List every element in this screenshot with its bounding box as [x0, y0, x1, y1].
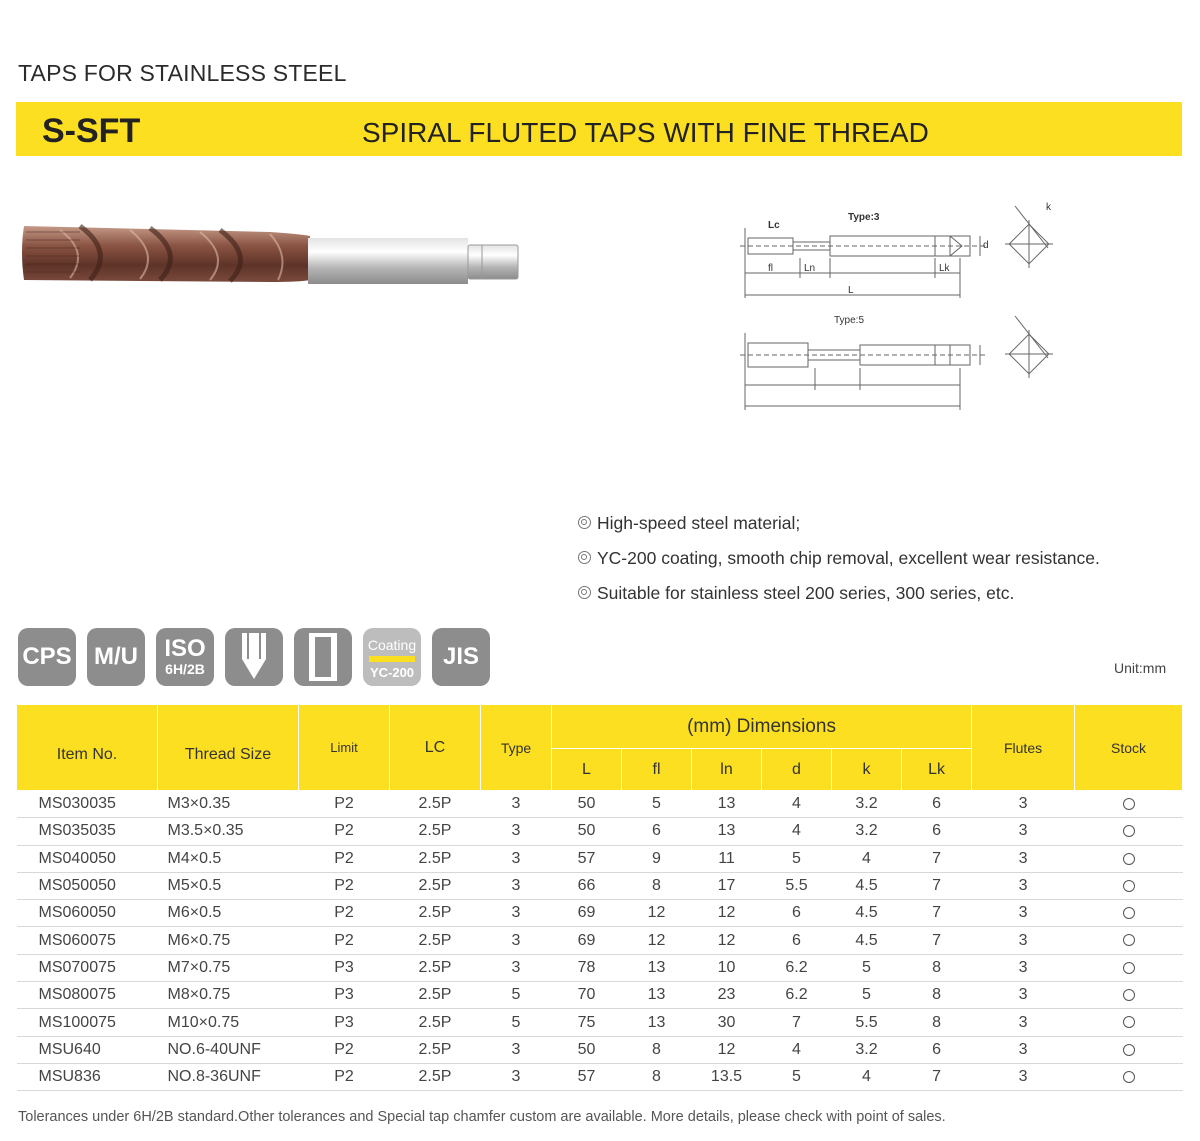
stock-cell: [1075, 900, 1183, 927]
table-cell: 12: [692, 927, 762, 954]
table-cell: MS035035: [17, 818, 158, 845]
table-row: [17, 791, 1183, 818]
table-cell: 69: [552, 927, 622, 954]
table-cell: 75: [552, 1009, 622, 1036]
table-cell: 13.5: [692, 1063, 762, 1090]
table-cell: 4: [762, 1036, 832, 1063]
table-cell: P3: [299, 954, 390, 981]
table-cell: 2.5P: [390, 791, 481, 818]
table-cell: 69: [552, 900, 622, 927]
table-cell: M4×0.5: [158, 845, 299, 872]
table-cell: 4: [762, 791, 832, 818]
table-cell: 5: [622, 791, 692, 818]
double-circle-icon: [578, 586, 591, 599]
table-row: [17, 927, 1183, 954]
table-cell: 4.5: [832, 927, 902, 954]
table-row: [17, 872, 1183, 899]
table-cell: 13: [622, 982, 692, 1009]
table-cell: 3: [481, 791, 552, 818]
circle-icon: [1123, 934, 1135, 946]
table-cell: 5: [832, 982, 902, 1009]
table-cell: 2.5P: [390, 1063, 481, 1090]
feature-item: High-speed steel material;: [578, 505, 1100, 540]
stock-cell: [1075, 982, 1183, 1009]
table-cell: 7: [902, 1063, 972, 1090]
spec-badges: [18, 628, 490, 686]
table-cell: 12: [692, 900, 762, 927]
table-row: [17, 1009, 1183, 1036]
table-cell: 2.5P: [390, 1036, 481, 1063]
table-cell: 30: [692, 1009, 762, 1036]
table-cell: MS070075: [17, 954, 158, 981]
table-cell: 6: [902, 818, 972, 845]
table-cell: 2.5P: [390, 845, 481, 872]
table-cell: 5: [762, 845, 832, 872]
table-cell: MS060050: [17, 900, 158, 927]
jis-badge: JIS: [432, 628, 490, 686]
table-cell: 13: [692, 818, 762, 845]
table-cell: 3: [972, 1036, 1075, 1063]
table-row: [17, 818, 1183, 845]
title-banner: [16, 102, 1182, 156]
table-cell: MS080075: [17, 982, 158, 1009]
table-cell: P2: [299, 818, 390, 845]
stock-cell: [1075, 791, 1183, 818]
product-subtitle: SPIRAL FLUTED TAPS WITH FINE THREAD: [362, 117, 929, 148]
spec-table: [16, 704, 1183, 1091]
table-cell: 4.5: [832, 900, 902, 927]
mu-badge: M/U: [87, 628, 145, 686]
table-cell: 50: [552, 818, 622, 845]
table-cell: M3×0.35: [158, 791, 299, 818]
stock-cell: [1075, 1063, 1183, 1090]
table-cell: 3: [972, 954, 1075, 981]
table-cell: 12: [692, 1036, 762, 1063]
table-cell: 6.2: [762, 954, 832, 981]
coating-badge: Coating YC-200: [363, 628, 421, 686]
table-cell: 12: [622, 927, 692, 954]
feature-item: Suitable for stainless steel 200 series, 300 series, etc.: [578, 575, 1100, 610]
table-cell: 3: [972, 1009, 1075, 1036]
table-cell: M6×0.75: [158, 927, 299, 954]
stock-cell: [1075, 954, 1183, 981]
table-cell: 3: [972, 791, 1075, 818]
table-cell: 5: [481, 982, 552, 1009]
table-cell: P2: [299, 872, 390, 899]
dim-label-fl: fl: [768, 263, 773, 274]
table-cell: 50: [552, 1036, 622, 1063]
circle-icon: [1123, 1044, 1135, 1056]
table-cell: 3: [481, 818, 552, 845]
col-type: Type: [481, 705, 552, 791]
double-circle-icon: [578, 551, 591, 564]
table-cell: 13: [692, 791, 762, 818]
table-cell: 8: [902, 982, 972, 1009]
table-cell: 3: [481, 927, 552, 954]
dim-label-k: k: [1046, 202, 1051, 213]
footnote: Tolerances under 6H/2B standard.Other tolerances and Special tap chamfer custom are available. More details, please check with point of sales.: [18, 1109, 946, 1125]
table-cell: 6: [622, 818, 692, 845]
table-cell: 2.5P: [390, 1009, 481, 1036]
table-cell: NO.8-36UNF: [158, 1063, 299, 1090]
table-cell: 50: [552, 791, 622, 818]
table-cell: 2.5P: [390, 954, 481, 981]
dim-label-lk: Lk: [939, 263, 950, 274]
stock-cell: [1075, 927, 1183, 954]
table-cell: M7×0.75: [158, 954, 299, 981]
table-row: [17, 900, 1183, 927]
circle-icon: [1123, 825, 1135, 837]
table-cell: M5×0.5: [158, 872, 299, 899]
table-cell: 4: [832, 845, 902, 872]
feature-item: YC-200 coating, smooth chip removal, excellent wear resistance.: [578, 540, 1100, 575]
table-cell: 23: [692, 982, 762, 1009]
model-code: S-SFT: [42, 112, 141, 150]
table-cell: M6×0.5: [158, 900, 299, 927]
table-cell: 57: [552, 1063, 622, 1090]
dim-label-l: L: [848, 285, 854, 296]
stock-cell: [1075, 1009, 1183, 1036]
col-flutes: Flutes: [972, 705, 1075, 791]
circle-icon: [1123, 880, 1135, 892]
table-cell: 2.5P: [390, 982, 481, 1009]
table-cell: 3: [481, 900, 552, 927]
table-cell: 8: [622, 1063, 692, 1090]
stock-cell: [1075, 845, 1183, 872]
table-cell: 4: [832, 1063, 902, 1090]
col-dim-d: d: [762, 749, 832, 791]
table-cell: MS050050: [17, 872, 158, 899]
table-cell: 3.2: [832, 818, 902, 845]
table-cell: 3.2: [832, 791, 902, 818]
circle-icon: [1123, 907, 1135, 919]
table-cell: 3: [972, 927, 1075, 954]
dim-label-ln: Ln: [804, 263, 816, 274]
col-stock: Stock: [1075, 705, 1183, 791]
table-cell: 6: [762, 900, 832, 927]
table-cell: P3: [299, 982, 390, 1009]
table-cell: MSU640: [17, 1036, 158, 1063]
table-cell: 5.5: [832, 1009, 902, 1036]
table-cell: P2: [299, 791, 390, 818]
table-cell: P2: [299, 845, 390, 872]
table-cell: 2.5P: [390, 872, 481, 899]
table-cell: 3: [972, 1063, 1075, 1090]
dim-label-lc: Lc: [768, 220, 780, 231]
table-cell: MS100075: [17, 1009, 158, 1036]
type5-label: Type:5: [834, 315, 865, 326]
table-cell: 7: [902, 900, 972, 927]
table-cell: 3: [972, 818, 1075, 845]
table-cell: M3.5×0.35: [158, 818, 299, 845]
table-cell: NO.6-40UNF: [158, 1036, 299, 1063]
table-cell: 10: [692, 954, 762, 981]
dimension-drawing: [730, 198, 1070, 418]
table-cell: 9: [622, 845, 692, 872]
table-cell: 6: [902, 1036, 972, 1063]
col-dim-fl: fl: [622, 749, 692, 791]
table-cell: M10×0.75: [158, 1009, 299, 1036]
table-cell: 3: [481, 954, 552, 981]
table-cell: 78: [552, 954, 622, 981]
circle-icon: [1123, 989, 1135, 1001]
table-row: [17, 954, 1183, 981]
table-cell: 3.2: [832, 1036, 902, 1063]
table-cell: 3: [972, 872, 1075, 899]
table-cell: 3: [481, 845, 552, 872]
table-cell: P3: [299, 1009, 390, 1036]
table-cell: 7: [902, 845, 972, 872]
table-cell: 7: [902, 927, 972, 954]
stock-cell: [1075, 1036, 1183, 1063]
table-cell: 13: [622, 1009, 692, 1036]
col-dim-lk: Lk: [902, 749, 972, 791]
table-cell: 8: [902, 954, 972, 981]
table-cell: 5: [481, 1009, 552, 1036]
table-cell: 7: [902, 872, 972, 899]
col-item-no: Item No.: [17, 705, 158, 791]
table-row: [17, 1063, 1183, 1090]
chamfer-tap-icon: [225, 628, 283, 686]
table-cell: 3: [481, 1063, 552, 1090]
table-cell: 6.2: [762, 982, 832, 1009]
table-cell: MS040050: [17, 845, 158, 872]
table-cell: 6: [902, 791, 972, 818]
type3-label: Type:3: [848, 212, 880, 223]
table-cell: 17: [692, 872, 762, 899]
cps-badge: CPS: [18, 628, 76, 686]
section-title: TAPS FOR STAINLESS STEEL: [18, 60, 347, 86]
circle-icon: [1123, 1071, 1135, 1083]
table-cell: MSU836: [17, 1063, 158, 1090]
unit-label: Unit:mm: [1114, 660, 1167, 676]
table-cell: 7: [762, 1009, 832, 1036]
table-cell: 11: [692, 845, 762, 872]
table-cell: 57: [552, 845, 622, 872]
col-limit: Limit: [299, 705, 390, 791]
table-cell: MS030035: [17, 791, 158, 818]
table-cell: M8×0.75: [158, 982, 299, 1009]
table-cell: 3: [972, 845, 1075, 872]
table-cell: 3: [972, 900, 1075, 927]
dim-label-d: d: [983, 240, 989, 251]
table-cell: P2: [299, 927, 390, 954]
table-cell: 3: [481, 1036, 552, 1063]
iso-badge: ISO 6H/2B: [156, 628, 214, 686]
table-cell: 4.5: [832, 872, 902, 899]
feature-list: [578, 505, 1100, 610]
table-cell: 6: [762, 927, 832, 954]
table-cell: MS060075: [17, 927, 158, 954]
col-dim-l: L: [552, 749, 622, 791]
table-row: [17, 982, 1183, 1009]
circle-icon: [1123, 853, 1135, 865]
table-cell: 5.5: [762, 872, 832, 899]
table-cell: 2.5P: [390, 900, 481, 927]
table-cell: 3: [972, 982, 1075, 1009]
table-cell: 8: [902, 1009, 972, 1036]
double-circle-icon: [578, 516, 591, 529]
table-cell: P2: [299, 1036, 390, 1063]
circle-icon: [1123, 798, 1135, 810]
col-dim-k: k: [832, 749, 902, 791]
table-row: [17, 1036, 1183, 1063]
table-cell: P2: [299, 900, 390, 927]
circle-icon: [1123, 1016, 1135, 1028]
table-cell: 13: [622, 954, 692, 981]
table-cell: 66: [552, 872, 622, 899]
table-cell: 70: [552, 982, 622, 1009]
col-thread-size: Thread Size: [158, 705, 299, 791]
table-cell: P2: [299, 1063, 390, 1090]
circle-icon: [1123, 962, 1135, 974]
table-cell: 12: [622, 900, 692, 927]
tap-product-image: [20, 212, 530, 292]
table-cell: 5: [832, 954, 902, 981]
table-cell: 5: [762, 1063, 832, 1090]
through-hole-icon: [294, 628, 352, 686]
col-dimensions: (mm) Dimensions: [552, 705, 972, 749]
table-cell: 4: [762, 818, 832, 845]
col-dim-ln: ln: [692, 749, 762, 791]
table-cell: 2.5P: [390, 818, 481, 845]
table-cell: 2.5P: [390, 927, 481, 954]
table-cell: 3: [481, 872, 552, 899]
col-lc: LC: [390, 705, 481, 791]
stock-cell: [1075, 818, 1183, 845]
table-cell: 8: [622, 1036, 692, 1063]
table-row: [17, 845, 1183, 872]
table-cell: 8: [622, 872, 692, 899]
stock-cell: [1075, 872, 1183, 899]
